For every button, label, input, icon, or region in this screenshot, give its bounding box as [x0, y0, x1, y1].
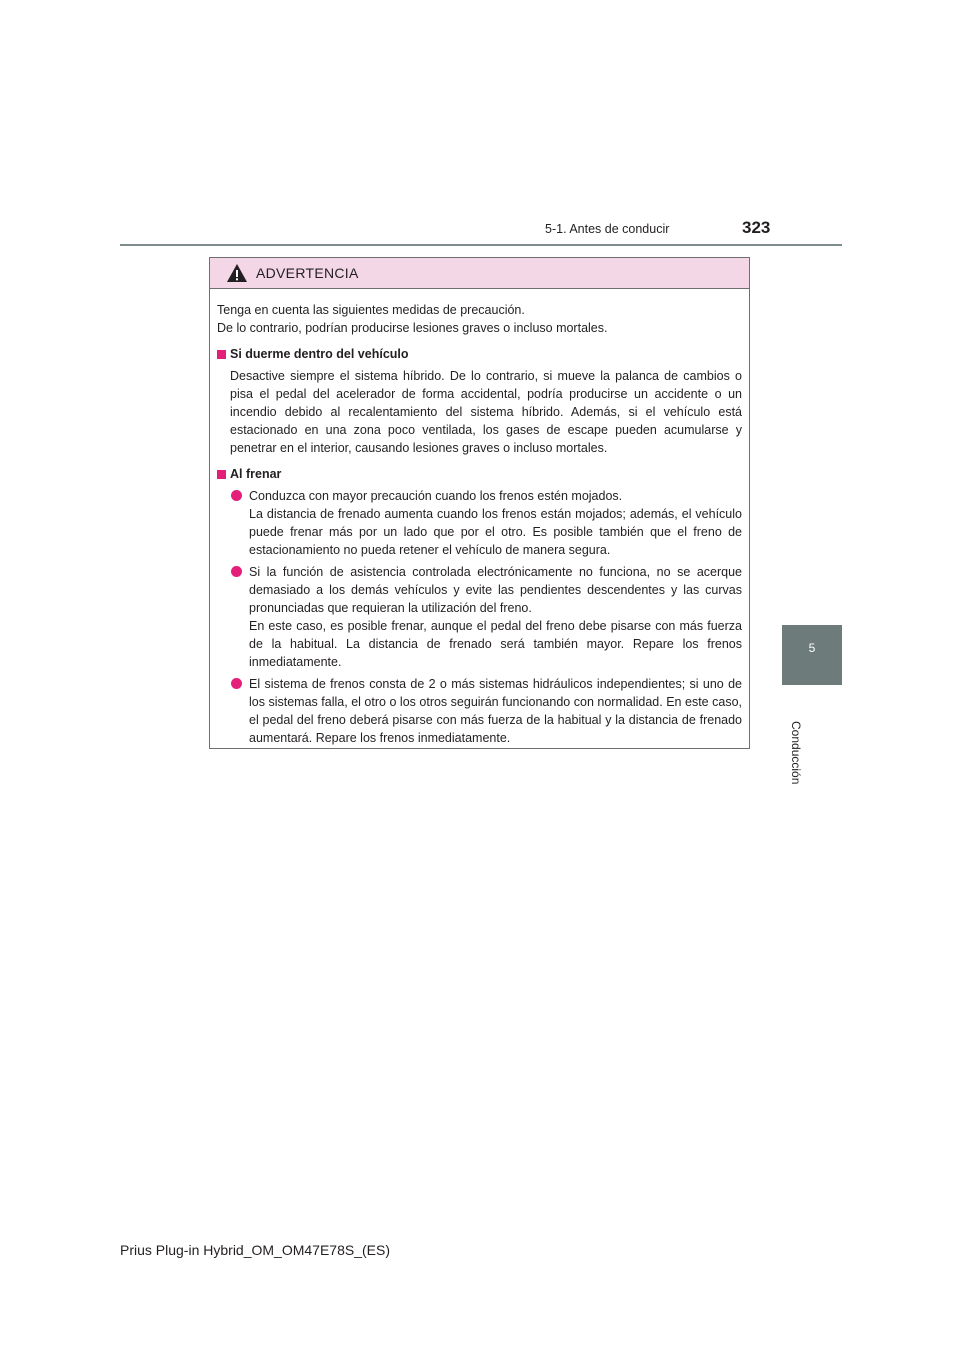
section-title-text: Si duerme dentro del vehículo: [230, 347, 409, 361]
chapter-name-label: Conducción: [789, 721, 803, 785]
round-bullet-icon: [231, 490, 242, 501]
section-title-braking: [217, 465, 742, 483]
warning-header: [210, 258, 749, 289]
section-title-text: Al frenar: [230, 467, 282, 481]
square-bullet-icon: [217, 470, 226, 479]
round-bullet-icon: [231, 678, 242, 689]
section-title-sleeping: [217, 345, 742, 363]
warning-intro-line: Tenga en cuenta las siguientes medidas de precaución.: [217, 303, 525, 317]
footer-manual-id: Prius Plug-in Hybrid_OM_OM47E78S_(ES): [120, 1242, 390, 1258]
bullet-paragraph: En este caso, es posible frenar, aunque el pedal del freno debe pisarse con más fuerza de la habitual. La distancia de frenado será también mayor. Repare los frenos inmediatamente.: [249, 619, 742, 669]
warning-triangle-icon: [226, 263, 248, 283]
warning-title: ADVERTENCIA: [256, 265, 359, 281]
warning-intro-line: De lo contrario, podrían producirse lesiones graves o incluso mortales.: [217, 321, 608, 335]
chapter-number: 5: [808, 641, 816, 655]
list-item: [230, 563, 742, 671]
section-text-sleeping: Desactive siempre el sistema híbrido. De lo contrario, si mueve la palanca de cambios o pisa el pedal del acelerador de forma accidental, podría producirse un accidente o un incendio debido al recalentamiento del sistema híbrido. Además, si el vehículo está estacionado en una zona poco ventilada, los gases de escape pueden acumularse y penetrar en el interior, causando lesiones graves o incluso mortales.: [230, 369, 742, 455]
square-bullet-icon: [217, 350, 226, 359]
bullet-paragraph: Conduzca con mayor precaución cuando los frenos estén mojados.: [249, 489, 623, 503]
header-section-title: 5-1. Antes de conducir: [545, 222, 670, 236]
list-item: [230, 675, 742, 747]
round-bullet-icon: [231, 566, 242, 577]
chapter-name: [788, 721, 804, 811]
warning-box: [209, 257, 750, 749]
list-item: [230, 487, 742, 559]
bullet-paragraph: Si la función de asistencia controlada electrónicamente no funciona, no se acerque demasiado a los demás vehículos y evite las pendientes descendentes y las curvas pronunciadas que requieran la utilización del freno.: [249, 565, 742, 615]
bullet-paragraph: El sistema de frenos consta de 2 o más sistemas hidráulicos independientes; si uno de los sistemas falla, el otro o los otros seguirán funcionando con normalidad. En este caso, el pedal del freno deberá pisarse con más fuerza de la habitual y la distancia de frenado aumentará. Repare los frenos inmediatamente.: [249, 677, 742, 745]
warning-body: [210, 289, 749, 747]
chapter-tab: [782, 625, 842, 685]
bullet-paragraph: La distancia de frenado aumenta cuando los frenos están mojados; además, el vehículo puede frenar más por un lado que por el otro. Es posible también que el freno de estacionamiento no pueda retener el vehículo de manera segura.: [249, 507, 742, 557]
header-rule: [120, 244, 842, 246]
page-number: 323: [742, 218, 771, 237]
